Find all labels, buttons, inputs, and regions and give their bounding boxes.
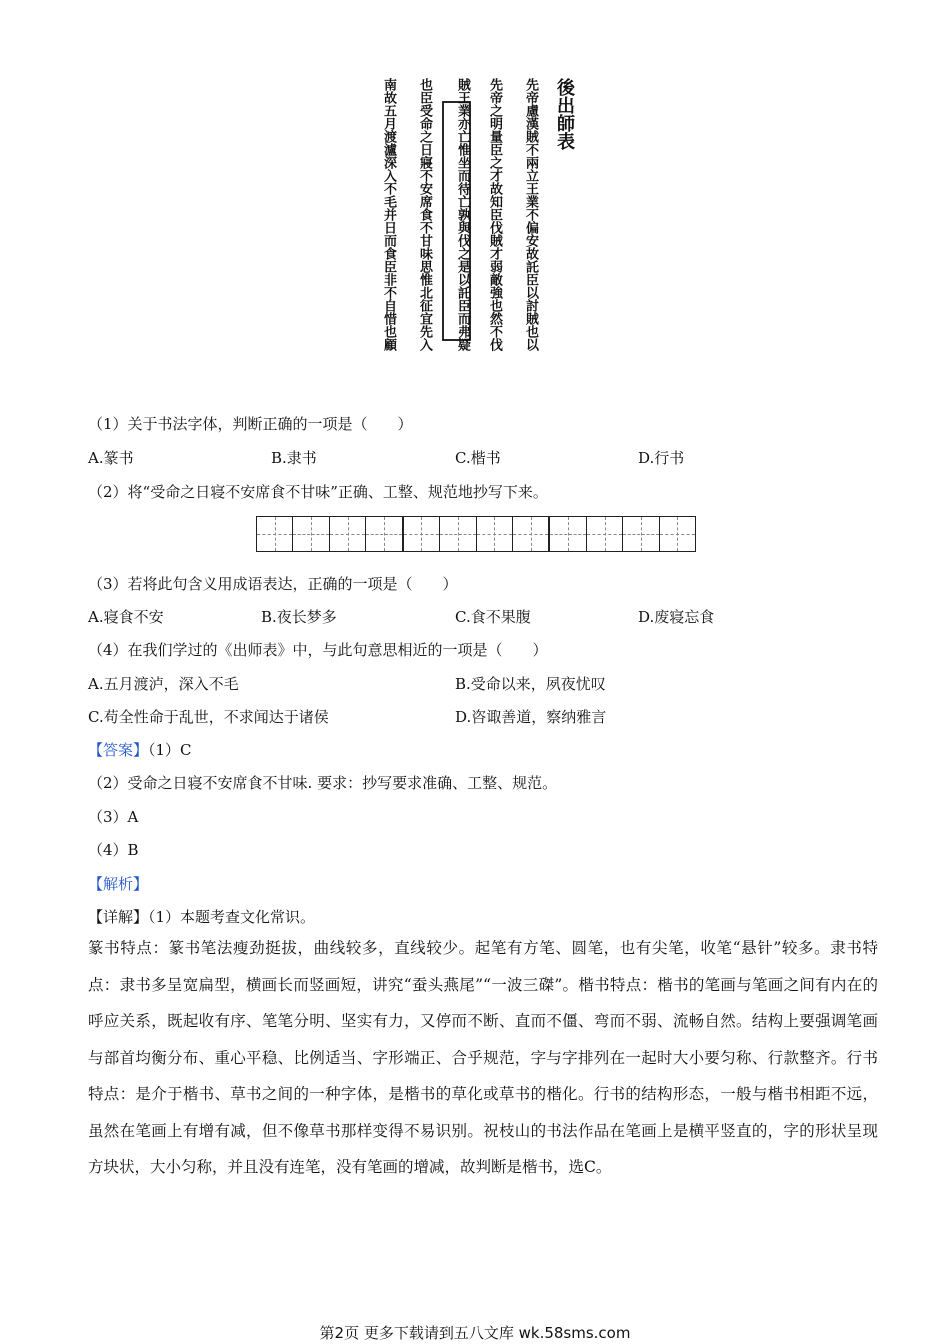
calligraphy-col: 賊王業亦亡惟坐而待亡孰與伐之是以託臣而弗疑 — [455, 78, 470, 351]
q3-option-b: B.夜长梦多 — [261, 608, 337, 626]
question-2-stem: （2）将“受命之日寝不安席食不甘味”正确、工整、规范地抄写下来。 — [88, 483, 548, 501]
grid-cell — [477, 517, 513, 551]
calligraphy-col: 後出師表 — [554, 78, 575, 150]
answer-4: （4）B — [88, 841, 139, 859]
question-1-stem: （1）关于书法字体，判断正确的一项是（ ） — [88, 415, 413, 433]
answer-label: 【答案】 — [88, 741, 149, 759]
grid-cell — [330, 517, 366, 551]
grid-cell — [404, 517, 440, 551]
q3-option-a: A.寝食不安 — [88, 608, 164, 626]
question-3-stem: （3）若将此句含义用成语表达，正确的一项是（ ） — [88, 575, 458, 593]
question-4-stem: （4）在我们学过的《出师表》中，与此句意思相近的一项是（ ） — [88, 641, 548, 659]
q4-option-b: B.受命以来，夙夜忧叹 — [455, 675, 606, 693]
calligraphy-col: 也臣受命之日寢不安席食不甘味思惟北征宜先入 — [417, 78, 432, 351]
answer-1: （1）C — [148, 741, 192, 759]
q1-option-d: D.行书 — [638, 449, 685, 467]
grid-cell — [257, 517, 293, 551]
writing-grid — [256, 516, 696, 552]
q3-option-c: C.食不果腹 — [455, 608, 531, 626]
q1-option-c: C.楷书 — [455, 449, 501, 467]
q4-option-c: C.苟全性命于乱世，不求闻达于诸侯 — [88, 708, 329, 726]
grid-cell — [550, 517, 586, 551]
grid-cell — [513, 517, 550, 551]
detail-label: 【详解】（1）本题考查文化常识。 — [88, 908, 316, 926]
grid-cell — [587, 517, 623, 551]
grid-cell — [440, 517, 476, 551]
grid-cell — [623, 517, 659, 551]
grid-cell — [293, 517, 329, 551]
q4-option-a: A.五月渡泸，深入不毛 — [88, 675, 239, 693]
q1-option-b: B.隶书 — [271, 449, 317, 467]
calligraphy-col: 先帝之明量臣之才故知臣伐賊才弱敵強也然不伐 — [487, 78, 502, 351]
q3-option-d: D.废寝忘食 — [638, 608, 715, 626]
analysis-paragraph: 篆书特点：篆书笔法瘦劲挺拔，曲线较多，直线较少。起笔有方笔、圆笔，也有尖笔，收笔“悬针”较多。隶书特点：隶书多呈宽扁型，横画长而竖画短，讲究“蚕头燕尾”“一波三磔”。楷书特点：楷书的笔画与笔画之间有内在的呼应关系，既起收有序、笔笔分明、坚实有力，又停而不断、直而不僵、弯而不弱、流畅自然。结构上要强调笔画与部首均衡分布、重心平稳、比例适当、字形端正、合乎规范，字与字排列在一起时大小要匀称、行款整齐。行书特点：是介于楷书、草书之间的一种字体，是楷书的草化或草书的楷化。行书的结构形态，一般与楷书相距不远，虽然在笔画上有增有减，但不像草书那样变得不易识别。祝枝山的书法作品在笔画上是横平竖直的，字的形状呈现方块状，大小匀称，并且没有连笔，没有笔画的增减，故判断是楷书，选C。 — [88, 939, 878, 1176]
grid-cell — [366, 517, 403, 551]
calligraphy-col: 先帝慮漢賊不兩立王業不偏安故託臣以討賊也以 — [523, 78, 538, 351]
q1-option-a: A.篆书 — [88, 449, 134, 467]
answer-3: （3）A — [88, 808, 139, 826]
calligraphy-image — [374, 76, 586, 382]
grid-cell — [660, 517, 695, 551]
page-footer: 第2页 更多下载请到五八文库 wk.58sms.com — [319, 1324, 631, 1342]
answer-2: （2）受命之日寝不安席食不甘味. 要求：抄写要求准确、工整、规范。 — [88, 774, 558, 792]
q4-option-d: D.咨诹善道，察纳雅言 — [455, 708, 607, 726]
answer-line-1 — [88, 740, 192, 760]
analysis-label: 【解析】 — [88, 875, 149, 893]
calligraphy-col: 南故五月渡瀘深入不毛并日而食臣非不自惜也顧 — [381, 78, 396, 351]
